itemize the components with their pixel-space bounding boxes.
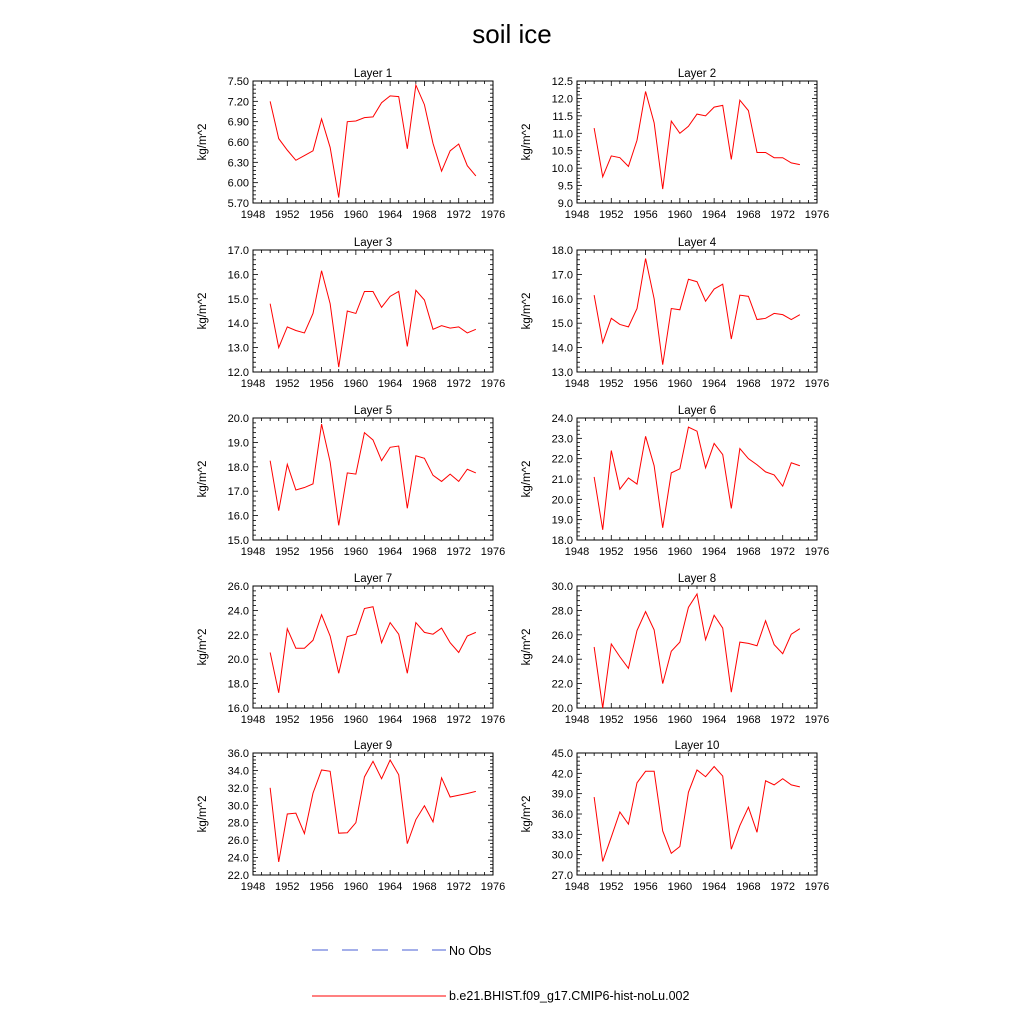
x-tick-label: 1956 [633,714,658,726]
y-tick-label: 11.0 [552,128,573,141]
y-tick-label: 21.0 [551,474,573,486]
x-tick-label: 1972 [770,546,795,558]
x-tick-label: 1956 [633,881,658,893]
y-tick-label: 11.5 [552,110,573,123]
x-tick-label: 1956 [633,378,658,390]
x-tick-label: 1948 [240,378,266,390]
x-tick-label: 1948 [564,546,590,558]
y-tick-label: 15.0 [551,318,573,331]
y-tick-label: 30.0 [551,581,573,593]
y-tick-label: 16.0 [551,293,573,306]
y-tick-label: 14.0 [551,342,573,355]
y-tick-label: 6.60 [227,137,249,149]
y-tick-label: 17.0 [227,245,249,257]
y-tick-label: 19.0 [227,437,249,450]
x-tick-label: 1976 [480,546,506,558]
x-tick-label: 1968 [412,378,437,390]
x-tick-label: 1960 [667,378,693,390]
y-tick-label: 39.0 [551,788,573,801]
y-axis-label: kg/m^2 [521,460,533,498]
x-tick-label: 1972 [446,209,471,221]
y-tick-label: 22.0 [227,870,249,882]
y-tick-label: 20.0 [551,703,573,715]
x-tick-label: 1948 [564,714,590,726]
x-tick-label: 1964 [377,378,403,390]
panel-title: Layer 8 [677,573,717,585]
x-tick-label: 1968 [736,881,761,893]
x-tick-label: 1948 [240,881,266,893]
x-tick-label: 1956 [309,378,334,390]
y-tick-label: 18.0 [227,678,249,691]
y-tick-label: 45.0 [551,748,573,760]
panel-title: Layer 4 [677,237,717,249]
y-tick-label: 9.5 [557,180,573,193]
y-tick-label: 18.0 [551,535,573,547]
y-axis-label: kg/m^2 [197,123,209,161]
x-tick-label: 1976 [480,378,506,390]
x-tick-label: 1964 [701,209,727,221]
x-tick-label: 1972 [446,881,471,893]
y-tick-label: 13.0 [227,342,249,355]
y-tick-label: 13.0 [551,367,573,379]
x-tick-label: 1952 [275,209,300,221]
y-tick-label: 17.0 [551,269,573,282]
x-tick-label: 1972 [770,881,795,893]
y-tick-label: 28.0 [227,817,249,830]
x-tick-label: 1976 [480,881,506,893]
x-tick-label: 1968 [412,881,437,893]
y-tick-label: 24.0 [551,413,573,425]
y-tick-label: 30.0 [227,800,249,813]
x-tick-label: 1972 [446,378,471,390]
x-tick-label: 1948 [564,881,590,893]
y-tick-label: 27.0 [551,870,573,882]
x-tick-label: 1968 [736,209,761,221]
x-tick-label: 1952 [599,714,624,726]
y-tick-label: 36.0 [227,748,249,760]
y-tick-label: 22.0 [551,678,573,691]
y-tick-label: 15.0 [227,293,249,306]
y-tick-label: 24.0 [227,605,249,618]
x-tick-label: 1948 [564,209,590,221]
x-tick-label: 1948 [240,546,266,558]
y-tick-label: 28.0 [551,605,573,618]
panel-title: Layer 7 [353,573,393,585]
x-tick-label: 1948 [240,714,266,726]
y-tick-label: 20.0 [227,413,249,425]
x-tick-label: 1960 [667,881,693,893]
y-tick-label: 7.20 [227,96,249,109]
y-tick-label: 6.90 [227,116,249,129]
x-tick-label: 1964 [377,881,403,893]
x-tick-label: 1964 [701,881,727,893]
legend-label-no-obs: No Obs [449,944,492,958]
x-tick-label: 1960 [667,714,693,726]
y-tick-label: 20.0 [551,494,573,507]
x-tick-label: 1960 [343,546,369,558]
x-tick-label: 1956 [309,881,334,893]
x-tick-label: 1972 [446,546,471,558]
y-tick-label: 42.0 [551,768,573,781]
x-tick-label: 1956 [633,209,658,221]
y-tick-label: 14.0 [227,318,249,331]
x-tick-label: 1976 [804,546,830,558]
y-tick-label: 26.0 [227,835,249,848]
x-tick-label: 1972 [770,378,795,390]
y-tick-label: 12.0 [551,93,573,106]
x-tick-label: 1952 [599,378,624,390]
x-tick-label: 1976 [804,881,830,893]
x-tick-label: 1956 [633,546,658,558]
y-axis-label: kg/m^2 [197,292,209,330]
x-tick-label: 1952 [275,378,300,390]
y-tick-label: 6.00 [227,177,249,190]
x-tick-label: 1960 [343,378,369,390]
y-tick-label: 10.0 [551,163,573,176]
x-tick-label: 1956 [309,714,334,726]
x-tick-label: 1968 [412,546,437,558]
y-tick-label: 26.0 [227,581,249,593]
y-tick-label: 5.70 [227,198,249,210]
y-tick-label: 32.0 [227,782,249,795]
x-tick-label: 1968 [736,546,761,558]
x-tick-label: 1960 [667,209,693,221]
y-tick-label: 15.0 [227,535,249,547]
x-tick-label: 1964 [701,546,727,558]
y-axis-label: kg/m^2 [197,795,209,833]
x-tick-label: 1976 [480,209,506,221]
x-tick-label: 1960 [343,209,369,221]
y-tick-label: 24.0 [227,852,249,865]
legend-label-model: b.e21.BHIST.f09_g17.CMIP6-hist-noLu.002 [449,989,690,1003]
y-tick-label: 30.0 [551,849,573,862]
y-tick-label: 22.0 [227,629,249,642]
y-tick-label: 20.0 [227,654,249,667]
x-tick-label: 1952 [599,209,624,221]
panel-title: Layer 3 [353,237,393,249]
panel-title: Layer 5 [353,405,393,417]
y-tick-label: 17.0 [227,486,249,499]
y-tick-label: 18.0 [551,245,573,257]
y-axis-label: kg/m^2 [521,123,533,161]
y-tick-label: 22.0 [551,453,573,466]
x-tick-label: 1956 [309,209,334,221]
x-tick-label: 1972 [770,714,795,726]
x-tick-label: 1960 [343,881,369,893]
x-tick-label: 1976 [804,714,830,726]
y-tick-label: 9.0 [557,198,573,210]
y-axis-label: kg/m^2 [197,460,209,498]
y-tick-label: 36.0 [551,809,573,821]
y-tick-label: 16.0 [227,703,249,715]
x-tick-label: 1964 [377,209,403,221]
x-tick-label: 1960 [343,714,369,726]
x-tick-label: 1976 [804,209,830,221]
panel-title: Layer 9 [353,740,393,752]
x-tick-label: 1948 [240,209,266,221]
y-tick-label: 23.0 [551,433,573,446]
x-tick-label: 1952 [599,546,624,558]
x-tick-label: 1972 [770,209,795,221]
x-tick-label: 1964 [377,714,403,726]
y-axis-label: kg/m^2 [521,292,533,330]
y-tick-label: 34.0 [227,765,249,778]
x-tick-label: 1968 [412,714,437,726]
x-tick-label: 1968 [736,714,761,726]
x-tick-label: 1948 [564,378,590,390]
y-axis-label: kg/m^2 [521,628,533,666]
x-tick-label: 1976 [804,378,830,390]
y-tick-label: 33.0 [551,829,573,842]
y-tick-label: 7.50 [227,76,249,88]
x-tick-label: 1956 [309,546,334,558]
y-tick-label: 26.0 [551,629,573,642]
x-tick-label: 1968 [412,209,437,221]
y-tick-label: 6.30 [227,157,249,170]
x-tick-label: 1968 [736,378,761,390]
x-tick-label: 1976 [480,714,506,726]
x-tick-label: 1972 [446,714,471,726]
x-tick-label: 1952 [275,546,300,558]
y-tick-label: 12.5 [551,76,573,88]
x-tick-label: 1964 [701,378,727,390]
x-tick-label: 1960 [667,546,693,558]
y-tick-label: 16.0 [227,510,249,523]
y-tick-label: 18.0 [227,461,249,474]
y-tick-label: 19.0 [551,514,573,527]
x-tick-label: 1952 [275,714,300,726]
x-tick-label: 1952 [275,881,300,893]
y-tick-label: 10.5 [551,145,573,158]
y-axis-label: kg/m^2 [197,628,209,666]
x-tick-label: 1952 [599,881,624,893]
panel-title: Layer 1 [353,68,393,80]
y-tick-label: 12.0 [227,367,249,379]
x-tick-label: 1964 [377,546,403,558]
panel-title: Layer 2 [677,68,717,80]
panel-title: Layer 6 [677,405,717,417]
x-tick-label: 1964 [701,714,727,726]
y-tick-label: 24.0 [551,654,573,667]
figure-title: soil ice [472,19,552,49]
y-axis-label: kg/m^2 [521,795,533,833]
panel-title: Layer 10 [674,740,720,752]
y-tick-label: 16.0 [227,269,249,282]
